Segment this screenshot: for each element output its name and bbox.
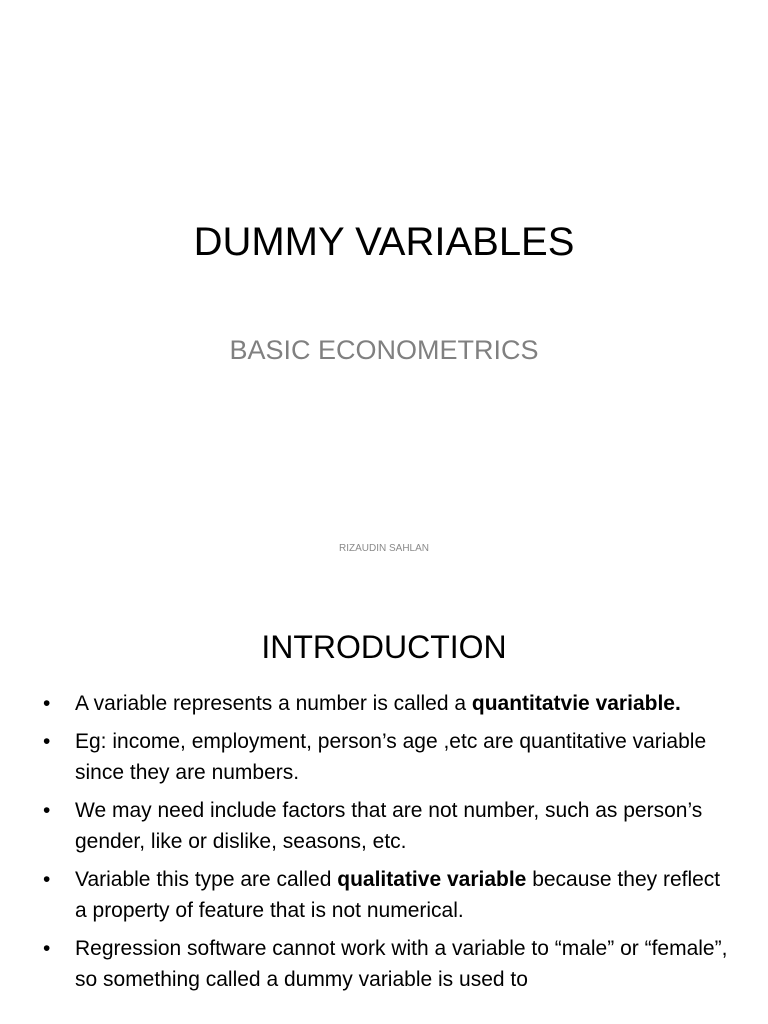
bullet-dot-icon: • <box>43 730 51 753</box>
introduction-slide <box>0 576 768 1024</box>
bullet-text: Eg: income, employment, person’s age ,etc are quantitative variable since they are numbers. <box>75 730 707 784</box>
bullet-item <box>0 688 768 719</box>
bullet-item <box>0 726 768 788</box>
bullet-dot-icon: • <box>43 937 51 960</box>
bullet-dot-icon: • <box>43 799 51 822</box>
slide-subtitle: BASIC ECONOMETRICS <box>229 335 539 365</box>
bullet-text: because they reflect a property of feature that is not numerical. <box>75 868 721 922</box>
author-name: RIZAUDIN SAHLAN <box>338 543 429 554</box>
bullet-dot-icon: • <box>43 692 51 715</box>
bullet-item <box>0 933 768 995</box>
bullet-bold-text: qualitative variable <box>337 868 527 891</box>
bullet-dot-icon: • <box>43 868 51 891</box>
slide-heading: INTRODUCTION <box>261 629 507 665</box>
slide-title: DUMMY VARIABLES <box>193 220 575 264</box>
bullet-text: We may need include factors that are not number, such as person’s gender, like or dislike, seasons, etc. <box>75 799 703 853</box>
bullet-bold-text: quantitatvie variable. <box>471 692 681 715</box>
bullet-item <box>0 864 768 926</box>
bullet-text: Regression software cannot work with a variable to “male” or “female”, so something called a dummy variable is used to <box>75 937 728 991</box>
bullet-list <box>0 688 768 1002</box>
bullet-text: Variable this type are called <box>75 868 338 891</box>
bullet-item <box>0 795 768 857</box>
bullet-text: A variable represents a number is called a <box>75 692 472 715</box>
